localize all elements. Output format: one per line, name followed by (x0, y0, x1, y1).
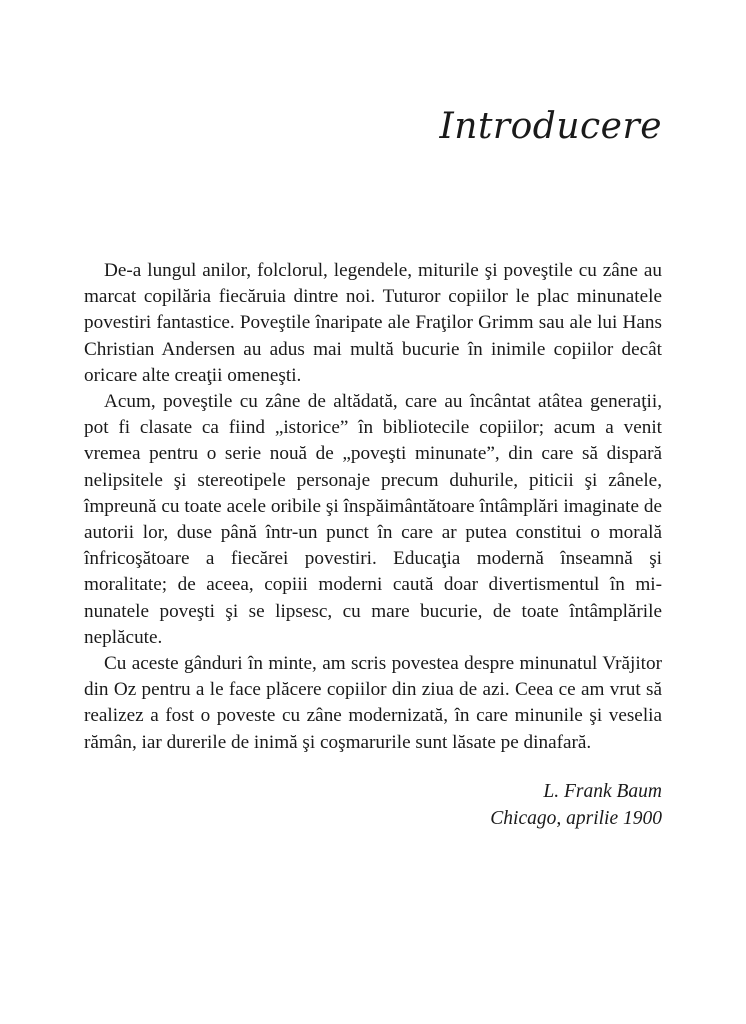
paragraph-1: De-a lungul anilor, folclorul, legendele, miturile şi poveştile cu zâne au marcat copilăria fiecăruia dintre noi. Tuturor copiilor le plac minunatele povestiri fantastice. Poveştile înaripate ale Fraţilor Grimm sau ale lui Hans Christian Andersen au adus mai multă bucurie în inimile copiilor decât oricare alte creaţii omeneşti. (84, 260, 662, 386)
body-text (84, 258, 662, 756)
paragraph-3: Cu aceste gânduri în minte, am scris povestea despre minunatul Vrăjitor din Oz pentru a le face plăcere copiilor din ziua de azi. Ceea ce am vrut să realizez a fost o poveste cu zâne modernizată, în care minunile şi veselia rămân, iar durerile de inimă şi coşmarurile sunt lăsate pe dinafară. (84, 653, 662, 753)
signature-block (490, 779, 662, 832)
signature-author: L. Frank Baum (543, 781, 662, 802)
signature-place-date: Chicago, aprilie 1900 (490, 807, 662, 829)
paragraph-2: Acum, poveştile cu zâne de altădată, care au încântat atâtea generaţii, pot fi clasate ca fiind „istorice” în bibliotecile copiilor; acum a venit vremea pentru o serie nouă de „poveşti minunate”, din care să dispară nelipsitele şi stereotipele personaje precum duhurile, piticii şi zânele, împreună cu toate acele oribile şi înspăimântătoare întâmplări imaginate de autorii lor, duse până într-un punct în care ar putea constitui o morală înfricoşătoare a fiecărei povestiri. Educaţia modernă înseamnă şi moralitate; de aceea, copiii moderni caută doar divertismentul în minunatele poveşti şi se lipsesc, cu mare bucurie, de toate întâmplările neplăcute. (84, 391, 662, 648)
chapter-title: Introducere (439, 106, 662, 147)
